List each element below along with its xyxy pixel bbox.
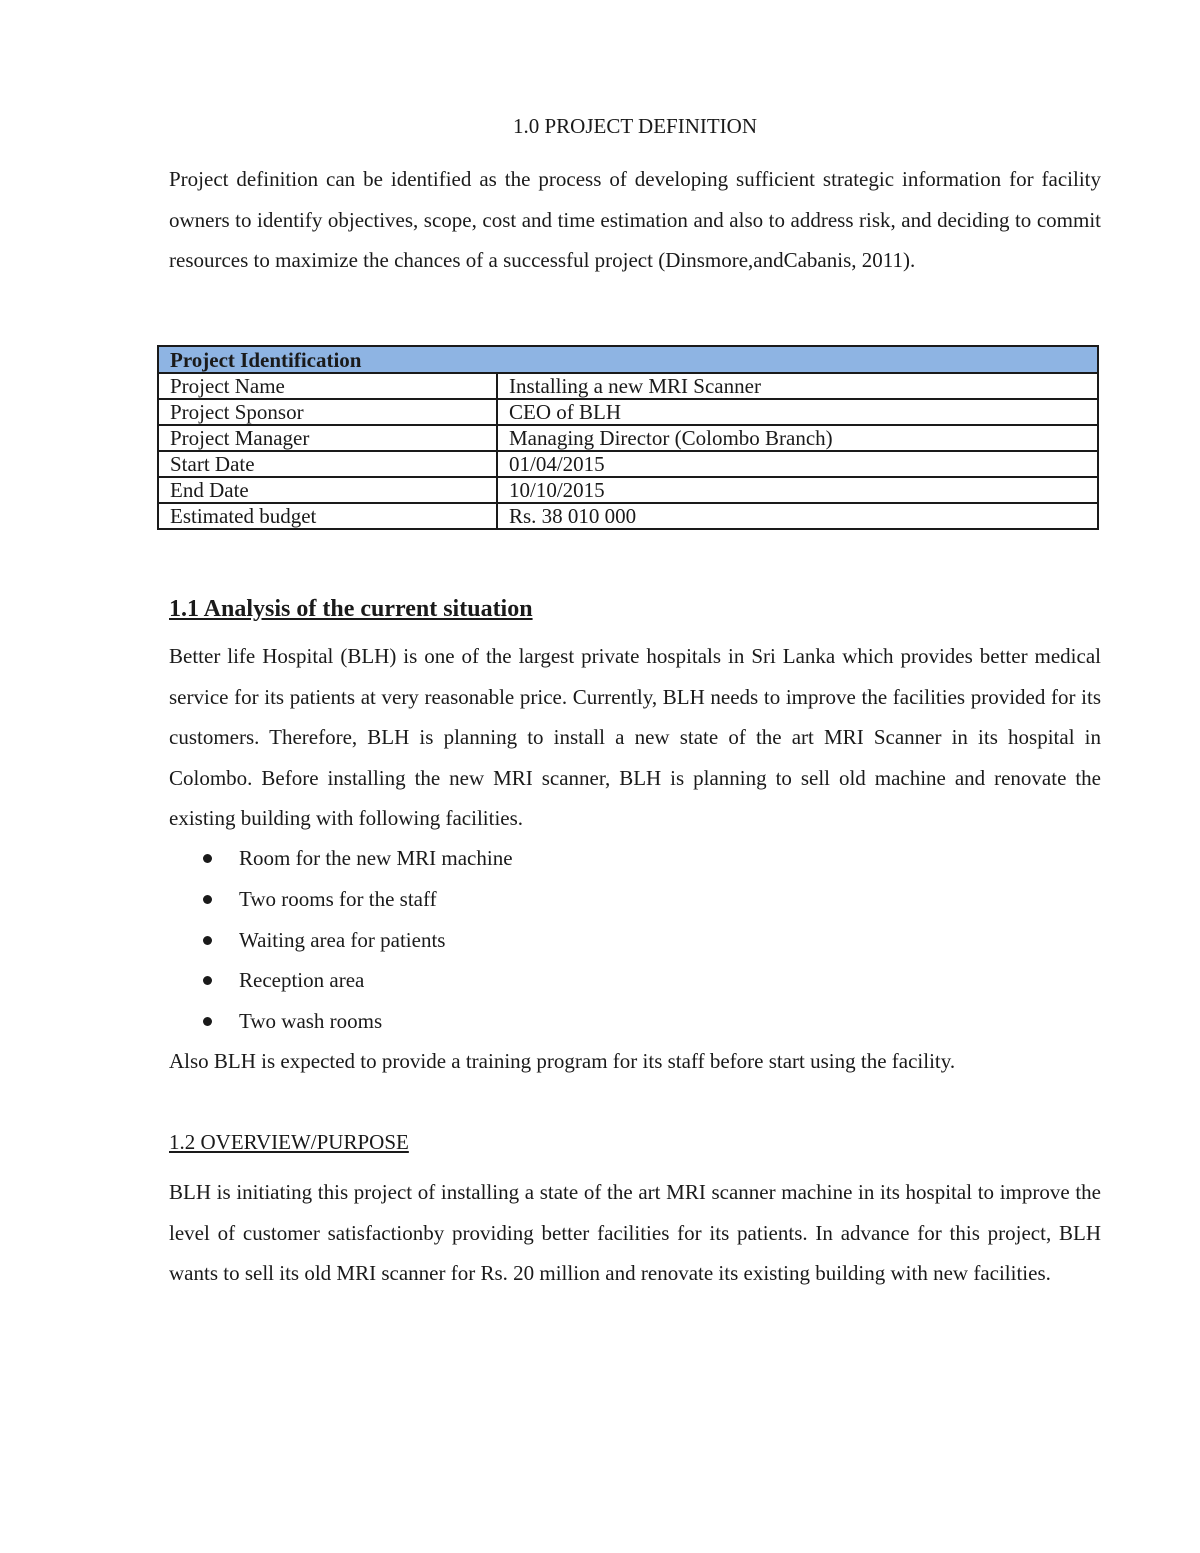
row-value: Rs. 38 010 000 (497, 503, 1098, 529)
list-item-text: Room for the new MRI machine (239, 846, 513, 870)
bullet-icon (203, 895, 212, 904)
table-row (158, 373, 1098, 399)
intro-paragraph: Project definition can be identified as the process of developing sufficient strategic information for facility owners to identify objectives, scope, cost and time estimation and also to address risk, and deciding to commit resources to maximize the chances of a successful project (Dinsmore,andCabanis, 2011). (169, 167, 1101, 272)
table-row (158, 503, 1098, 529)
row-label: Project Sponsor (158, 399, 497, 425)
row-value: Installing a new MRI Scanner (497, 373, 1098, 399)
row-label: Project Name (158, 373, 497, 399)
list-item-text: Waiting area for patients (239, 927, 446, 952)
table-header-row (158, 346, 1098, 373)
table-row (158, 399, 1098, 425)
table-row (158, 477, 1098, 503)
row-value: Managing Director (Colombo Branch) (497, 425, 1098, 451)
row-label: Project Manager (158, 425, 497, 451)
bullet-icon (203, 936, 212, 945)
list-item-text: Reception area (239, 968, 365, 993)
table-row (158, 451, 1098, 477)
list-item (169, 920, 513, 961)
list-item-text: Two rooms for the staff (239, 886, 437, 911)
analysis-paragraph: Better life Hospital (BLH) is one of the largest private hospitals in Sri Lanka which provides better medical service for its patients at very reasonable price. Currently, BLH needs to improve the facilities provided for its customers. Therefore, BLH is planning to install a new state of the art MRI Scanner in its hospital in Colombo. Before installing the new MRI scanner, BLH is planning to sell old machine and renovate the existing building with following facilities. (169, 644, 1101, 830)
list-item (169, 960, 513, 1001)
row-value: 10/10/2015 (497, 477, 1098, 503)
bullet-icon (203, 976, 212, 985)
bullet-icon (203, 854, 212, 863)
row-label: Start Date (158, 451, 497, 477)
table-row (158, 425, 1098, 451)
project-identification-table (157, 345, 1099, 530)
list-item-text: Two wash rooms (239, 1009, 383, 1034)
section-heading-analysis: 1.1 Analysis of the current situation (169, 596, 533, 622)
row-value: 01/04/2015 (497, 451, 1098, 477)
row-label: End Date (158, 477, 497, 503)
row-value: CEO of BLH (497, 399, 1098, 425)
page-title: 1.0 PROJECT DEFINITION (512, 114, 758, 138)
table-header: Project Identification (158, 346, 1098, 373)
list-item (169, 838, 513, 879)
list-item (169, 879, 513, 920)
bullet-icon (203, 1017, 212, 1026)
closing-paragraph: Also BLH is expected to provide a training program for its staff before start using the facility. (169, 1049, 956, 1073)
facilities-list (169, 838, 513, 1042)
overview-paragraph: BLH is initiating this project of installing a state of the art MRI scanner machine in its hospital to improve the level of customer satisfactionby providing better facilities for its patients. In advance for this project, BLH wants to sell its old MRI scanner for Rs. 20 million and renovate its existing building with new facilities. (169, 1180, 1101, 1285)
list-item (169, 1001, 513, 1042)
row-label: Estimated budget (158, 503, 497, 529)
section-heading-overview: 1.2 OVERVIEW/PURPOSE (169, 1130, 409, 1154)
